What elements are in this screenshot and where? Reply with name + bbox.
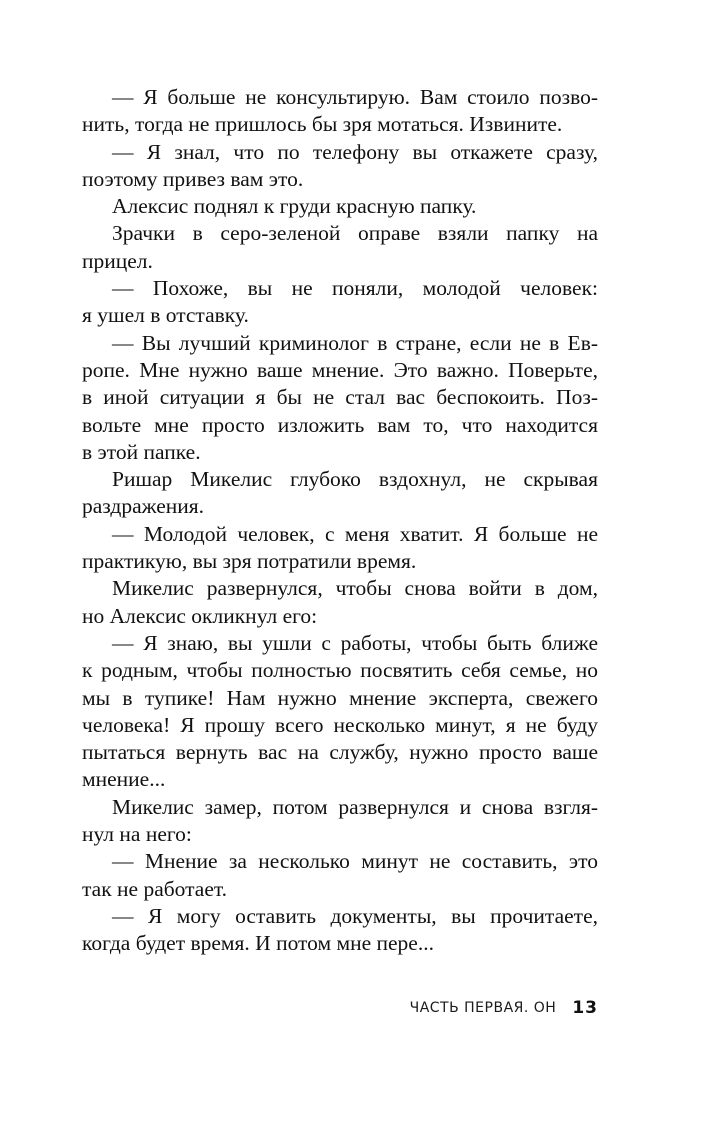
- text-line: — Вы лучший криминолог в стране, если не в Ев-: [112, 330, 598, 355]
- running-head: ЧАСТЬ ПЕРВАЯ. ОН: [409, 1000, 557, 1016]
- text-line: когда будет время. И потом мне пере...: [82, 931, 434, 956]
- text-line: нить, тогда не пришлось бы зря мотаться. Извините.: [82, 112, 563, 137]
- text-line: — Я знал, что по телефону вы откажете сразу,: [112, 139, 598, 164]
- text-line: вольте мне просто изложить вам то, что находится: [82, 412, 598, 437]
- text-line: — Я могу оставить документы, вы прочитаете,: [112, 903, 598, 928]
- text-line: Ришар Микелис глубоко вздохнул, не скрывая: [112, 467, 598, 492]
- text-line: практикую, вы зря потратили время.: [82, 549, 417, 574]
- text-line: Алексис поднял к груди красную папку.: [112, 194, 477, 219]
- text-line: — Я знаю, вы ушли с работы, чтобы быть ближе: [112, 630, 598, 655]
- text-line: прицел.: [82, 248, 153, 273]
- page-footer: [82, 998, 598, 1024]
- text-line: — Мнение за несколько минут не составить, это: [112, 849, 598, 874]
- text-line: в иной ситуации я бы не стал вас беспокоить. Поз-: [82, 385, 598, 410]
- text-line: нул на него:: [82, 822, 192, 847]
- page-number: 13: [572, 998, 598, 1018]
- text-line: раздражения.: [82, 494, 205, 519]
- text-line: так не работает.: [82, 876, 228, 901]
- text-line: пытаться вернуть вас на службу, нужно просто ваше: [82, 740, 598, 765]
- text-line: мы в тупике! Нам нужно мнение эксперта, свежего: [82, 685, 598, 710]
- text-line: — Похоже, вы не поняли, молодой человек:: [112, 276, 598, 301]
- book-page-text: [82, 84, 598, 958]
- text-line: ропе. Мне нужно ваше мнение. Это важно. Поверьте,: [82, 357, 598, 382]
- text-line: Зрачки в серо-зеленой оправе взяли папку на: [112, 221, 598, 246]
- text-line: мнение...: [82, 767, 166, 792]
- text-line: я ушел в отставку.: [82, 303, 249, 328]
- text-line: — Молодой человек, с меня хватит. Я больше не: [112, 521, 598, 546]
- text-line: к родным, чтобы полностью посвятить себя семье, но: [82, 658, 598, 683]
- text-line: Микелис замер, потом развернулся и снова взгля-: [112, 794, 598, 819]
- text-line: поэтому привез вам это.: [82, 166, 304, 191]
- text-line: но Алексис окликнул его:: [82, 603, 318, 628]
- text-line: человека! Я прошу всего несколько минут, я не буду: [82, 712, 598, 737]
- text-line: Микелис развернулся, чтобы снова войти в дом,: [112, 576, 598, 601]
- text-line: — Я больше не консультирую. Вам стоило позво-: [112, 85, 598, 109]
- text-line: в этой папке.: [82, 439, 201, 464]
